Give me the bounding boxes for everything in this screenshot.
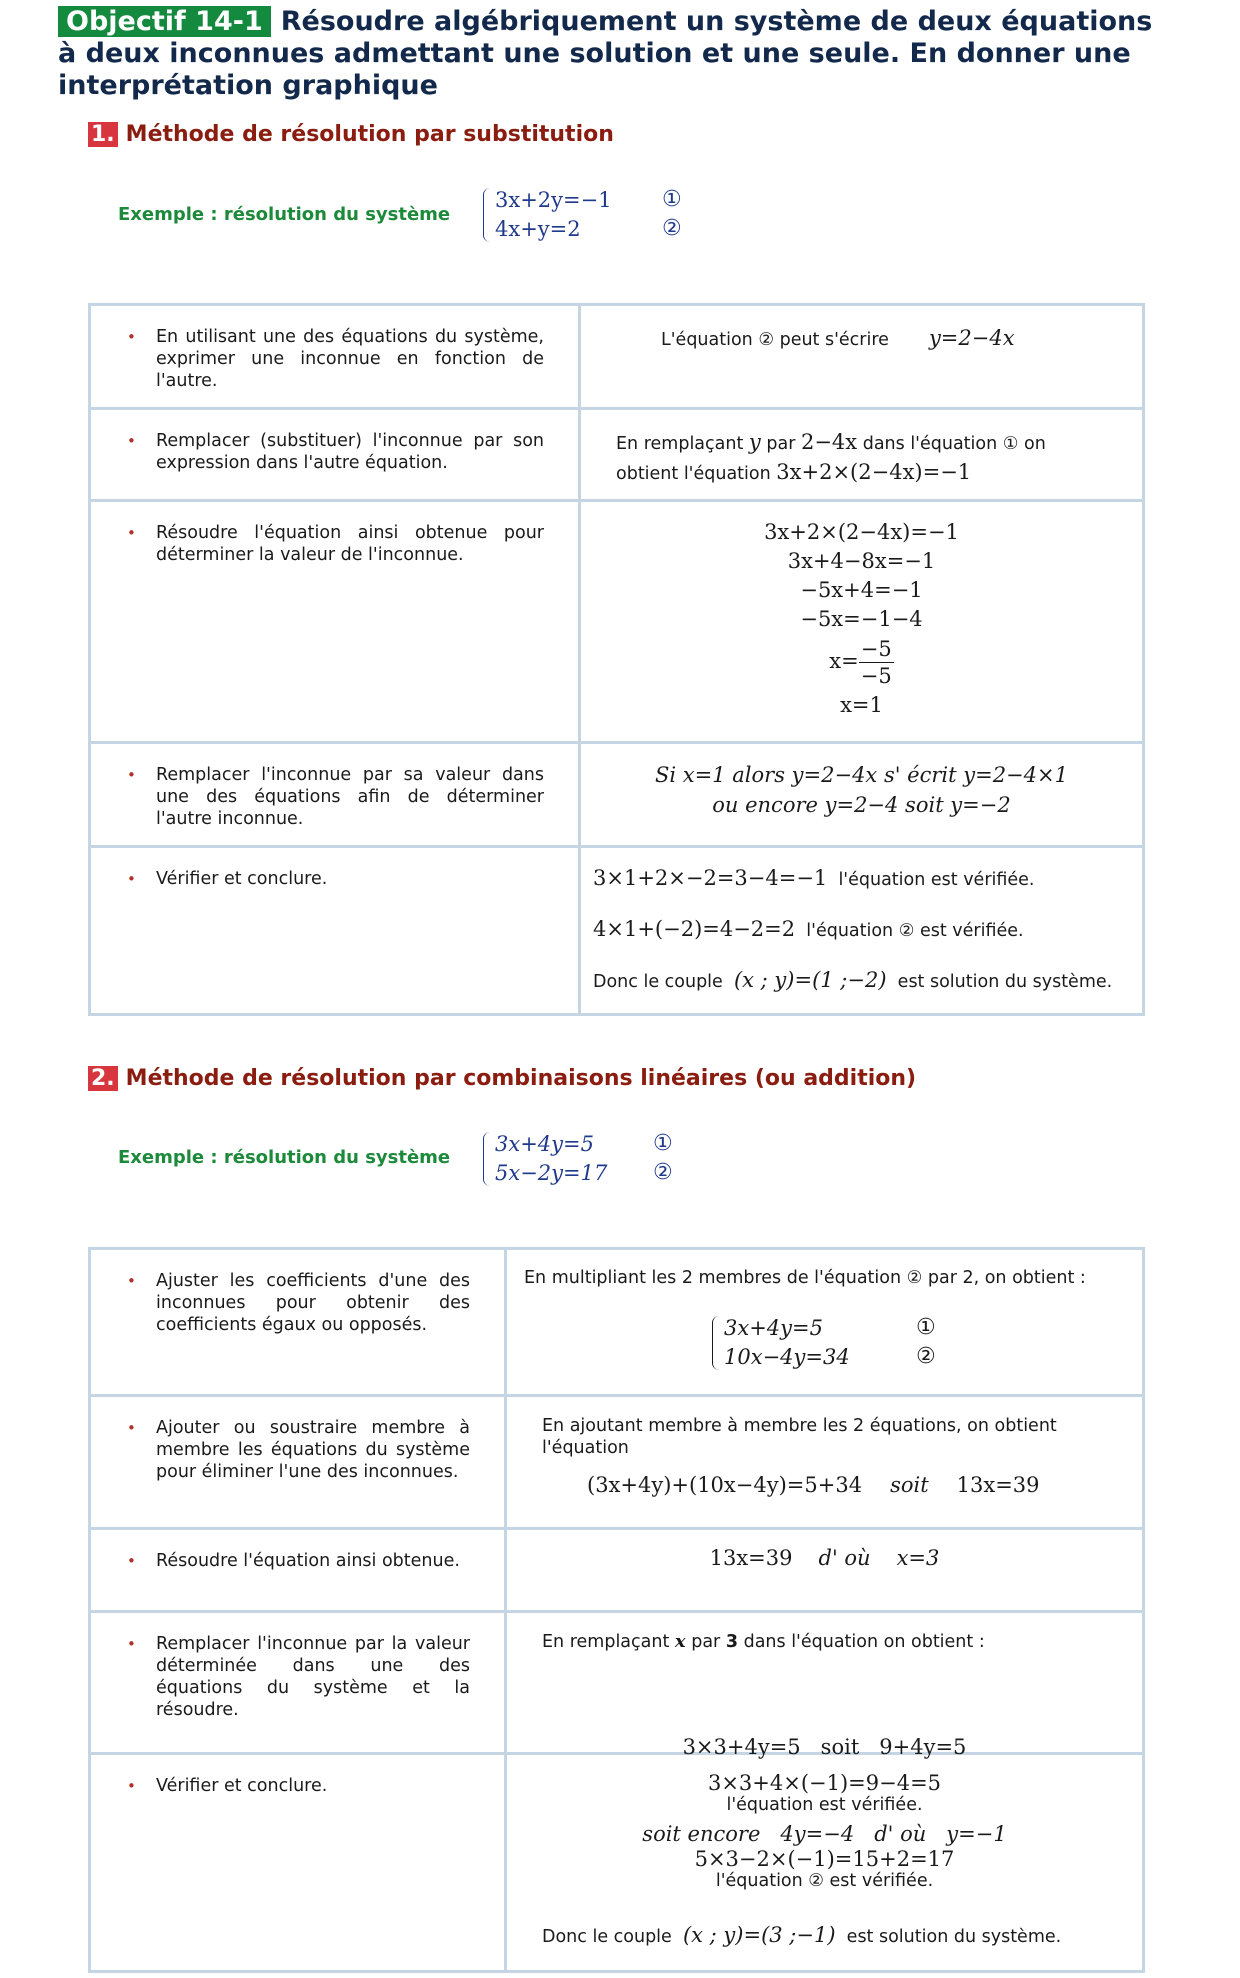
- bullet-icon: •: [127, 524, 136, 542]
- step-instruction: Résoudre l'équation ainsi obtenue.: [156, 1551, 460, 1571]
- bullet-icon: •: [127, 1635, 136, 1653]
- equation-1-marker: ①: [662, 187, 682, 212]
- equation-2-marker: ②: [662, 216, 682, 241]
- verification-2: 4×1+(−2)=4−2=2 l'équation ② est vérifiée.: [593, 917, 1024, 941]
- section-1-system: [483, 186, 683, 246]
- system-equation-2: 4x+y=2: [495, 217, 581, 241]
- step-instruction: Remplacer l'inconnue par sa valeur dans une des équations afin de déterminer l'autre inconnue.: [156, 765, 544, 829]
- step-text: En ajoutant membre à membre les 2 équations, on obtient l'équation: [542, 1416, 1057, 1458]
- step-text: En multipliant les 2 membres de l'équation ② par 2, on obtient :: [524, 1268, 1086, 1288]
- bullet-icon: •: [127, 766, 136, 784]
- bullet-icon: •: [127, 1419, 136, 1437]
- section-2-example-label: Exemple : résolution du système: [118, 1147, 451, 1168]
- table-row: [90, 1612, 1144, 1754]
- verification-2: 5×3−2×(−1)=15+2=17 l'équation ② est vérifiée.: [694, 1847, 955, 1891]
- verification-1: 3×1+2×−2=3−4=−1 l'équation est vérifiée.: [593, 866, 1035, 890]
- bullet-icon: •: [127, 432, 136, 450]
- bullet-icon: •: [127, 1272, 136, 1290]
- system-equation-2: 5x−2y=17: [495, 1161, 608, 1185]
- objective-title: Résoudre algébriquement un système de deux équations à deux inconnues admettant une solution et une seule. En donner une interprétation graphique: [58, 6, 1153, 101]
- step-instruction: Remplacer (substituer) l'inconnue par son expression dans l'autre équation.: [156, 431, 544, 473]
- table-row: [90, 501, 1144, 743]
- step-solution: (3x+4y)+(10x−4y)=5+34 soit 13x=39: [587, 1473, 1040, 1497]
- section-1-steps-table: [88, 303, 1145, 1016]
- step-instruction: Ajouter ou soustraire membre à membre les équations du système pour éliminer l'une des inconnues.: [156, 1418, 470, 1482]
- conclusion: Donc le couple (x ; y)=(3 ;−1) est solution du système.: [542, 1923, 1062, 1947]
- step-instruction: Ajuster les coefficients d'une des inconnues pour obtenir des coefficients égaux ou opposés.: [156, 1271, 470, 1335]
- fraction-line: x= $\frac{-5}{-5}$: [829, 637, 892, 688]
- step-solution: 3×3+4y=5 soit 9+4y=5 soit encore 4y=−4 d' où y=−1: [642, 1735, 1007, 1846]
- step-solution: 13x=39 d' où x=3: [709, 1546, 940, 1570]
- table-row: [90, 305, 1144, 409]
- fraction: $\frac{-5}{-5}$: [860, 637, 892, 688]
- bullet-icon: •: [127, 1777, 136, 1795]
- table-row: [90, 1249, 1144, 1396]
- step-solution: 3x+2×(2−4x)=−1 3x+4−8x=−1 −5x+4=−1 −5x=−1−4 x= $\frac{-5}{-5}$ x=1: [581, 518, 1142, 720]
- section-1-heading: [88, 122, 614, 147]
- table-row: [90, 1754, 1144, 1972]
- system-brace: [483, 188, 491, 242]
- step-instruction: Vérifier et conclure.: [156, 869, 328, 889]
- bullet-icon: •: [127, 328, 136, 346]
- table-row: [90, 847, 1144, 1015]
- bullet-icon: •: [127, 1552, 136, 1570]
- system-brace: [483, 1132, 491, 1186]
- equation-2-marker: ②: [916, 1344, 936, 1369]
- section-2-system: [483, 1130, 683, 1190]
- system-brace: [712, 1316, 720, 1370]
- step-instruction: En utilisant une des équations du système, exprimer une inconnue en fonction de l'autre.: [156, 327, 544, 391]
- section-1-title: Méthode de résolution par substitution: [125, 122, 614, 147]
- table-row: [90, 1529, 1144, 1612]
- system-equation-1: 3x+4y=5: [495, 1132, 594, 1156]
- equation-2-marker: ②: [653, 1160, 673, 1185]
- bullet-icon: •: [127, 870, 136, 888]
- step-instruction: Résoudre l'équation ainsi obtenue pour déterminer la valeur de l'inconnue.: [156, 523, 544, 565]
- equation-1-marker: ①: [653, 1131, 673, 1156]
- conclusion: Donc le couple (x ; y)=(1 ;−2) est solution du système.: [593, 968, 1113, 992]
- section-2-title: Méthode de résolution par combinaisons linéaires (ou addition): [125, 1066, 917, 1091]
- objective-badge: Objectif 14-1: [58, 6, 271, 37]
- verification-1: 3×3+4×(−1)=9−4=5 l'équation est vérifiée.: [707, 1771, 942, 1815]
- step-solution: Si x=1 alors y=2−4x s' écrit y=2−4×1 ou encore y=2−4 soit y=−2: [655, 763, 1068, 817]
- equation-1-marker: ①: [916, 1315, 936, 1340]
- section-2-heading: [88, 1066, 916, 1091]
- step-text: L'équation ② peut s'écrire y=2−4x: [661, 326, 1015, 350]
- section-2-steps-table: [88, 1247, 1145, 1973]
- step-text: En remplaçant y par 2−4x dans l'équation ① on obtient l'équation 3x+2×(2−4x)=−1: [616, 430, 1046, 484]
- math-expression: y=2−4x: [928, 326, 1015, 350]
- section-2-number: 2.: [88, 1066, 118, 1091]
- section-1-number: 1.: [88, 122, 118, 147]
- table-row: [90, 743, 1144, 847]
- modified-system: 3x+4y=5 10x−4y=34 ① ②: [712, 1314, 942, 1374]
- step-instruction: Vérifier et conclure.: [156, 1776, 328, 1796]
- table-row: [90, 1396, 1144, 1529]
- section-1-example-label: Exemple : résolution du système: [118, 204, 451, 225]
- step-text: En remplaçant x par 3 dans l'équation on obtient :: [542, 1631, 985, 1652]
- system-equation-1: 3x+2y=−1: [495, 188, 612, 212]
- page-title: [58, 6, 1178, 102]
- table-row: [90, 409, 1144, 501]
- step-instruction: Remplacer l'inconnue par la valeur déterminée dans une des équations du système et la résoudre.: [156, 1634, 470, 1720]
